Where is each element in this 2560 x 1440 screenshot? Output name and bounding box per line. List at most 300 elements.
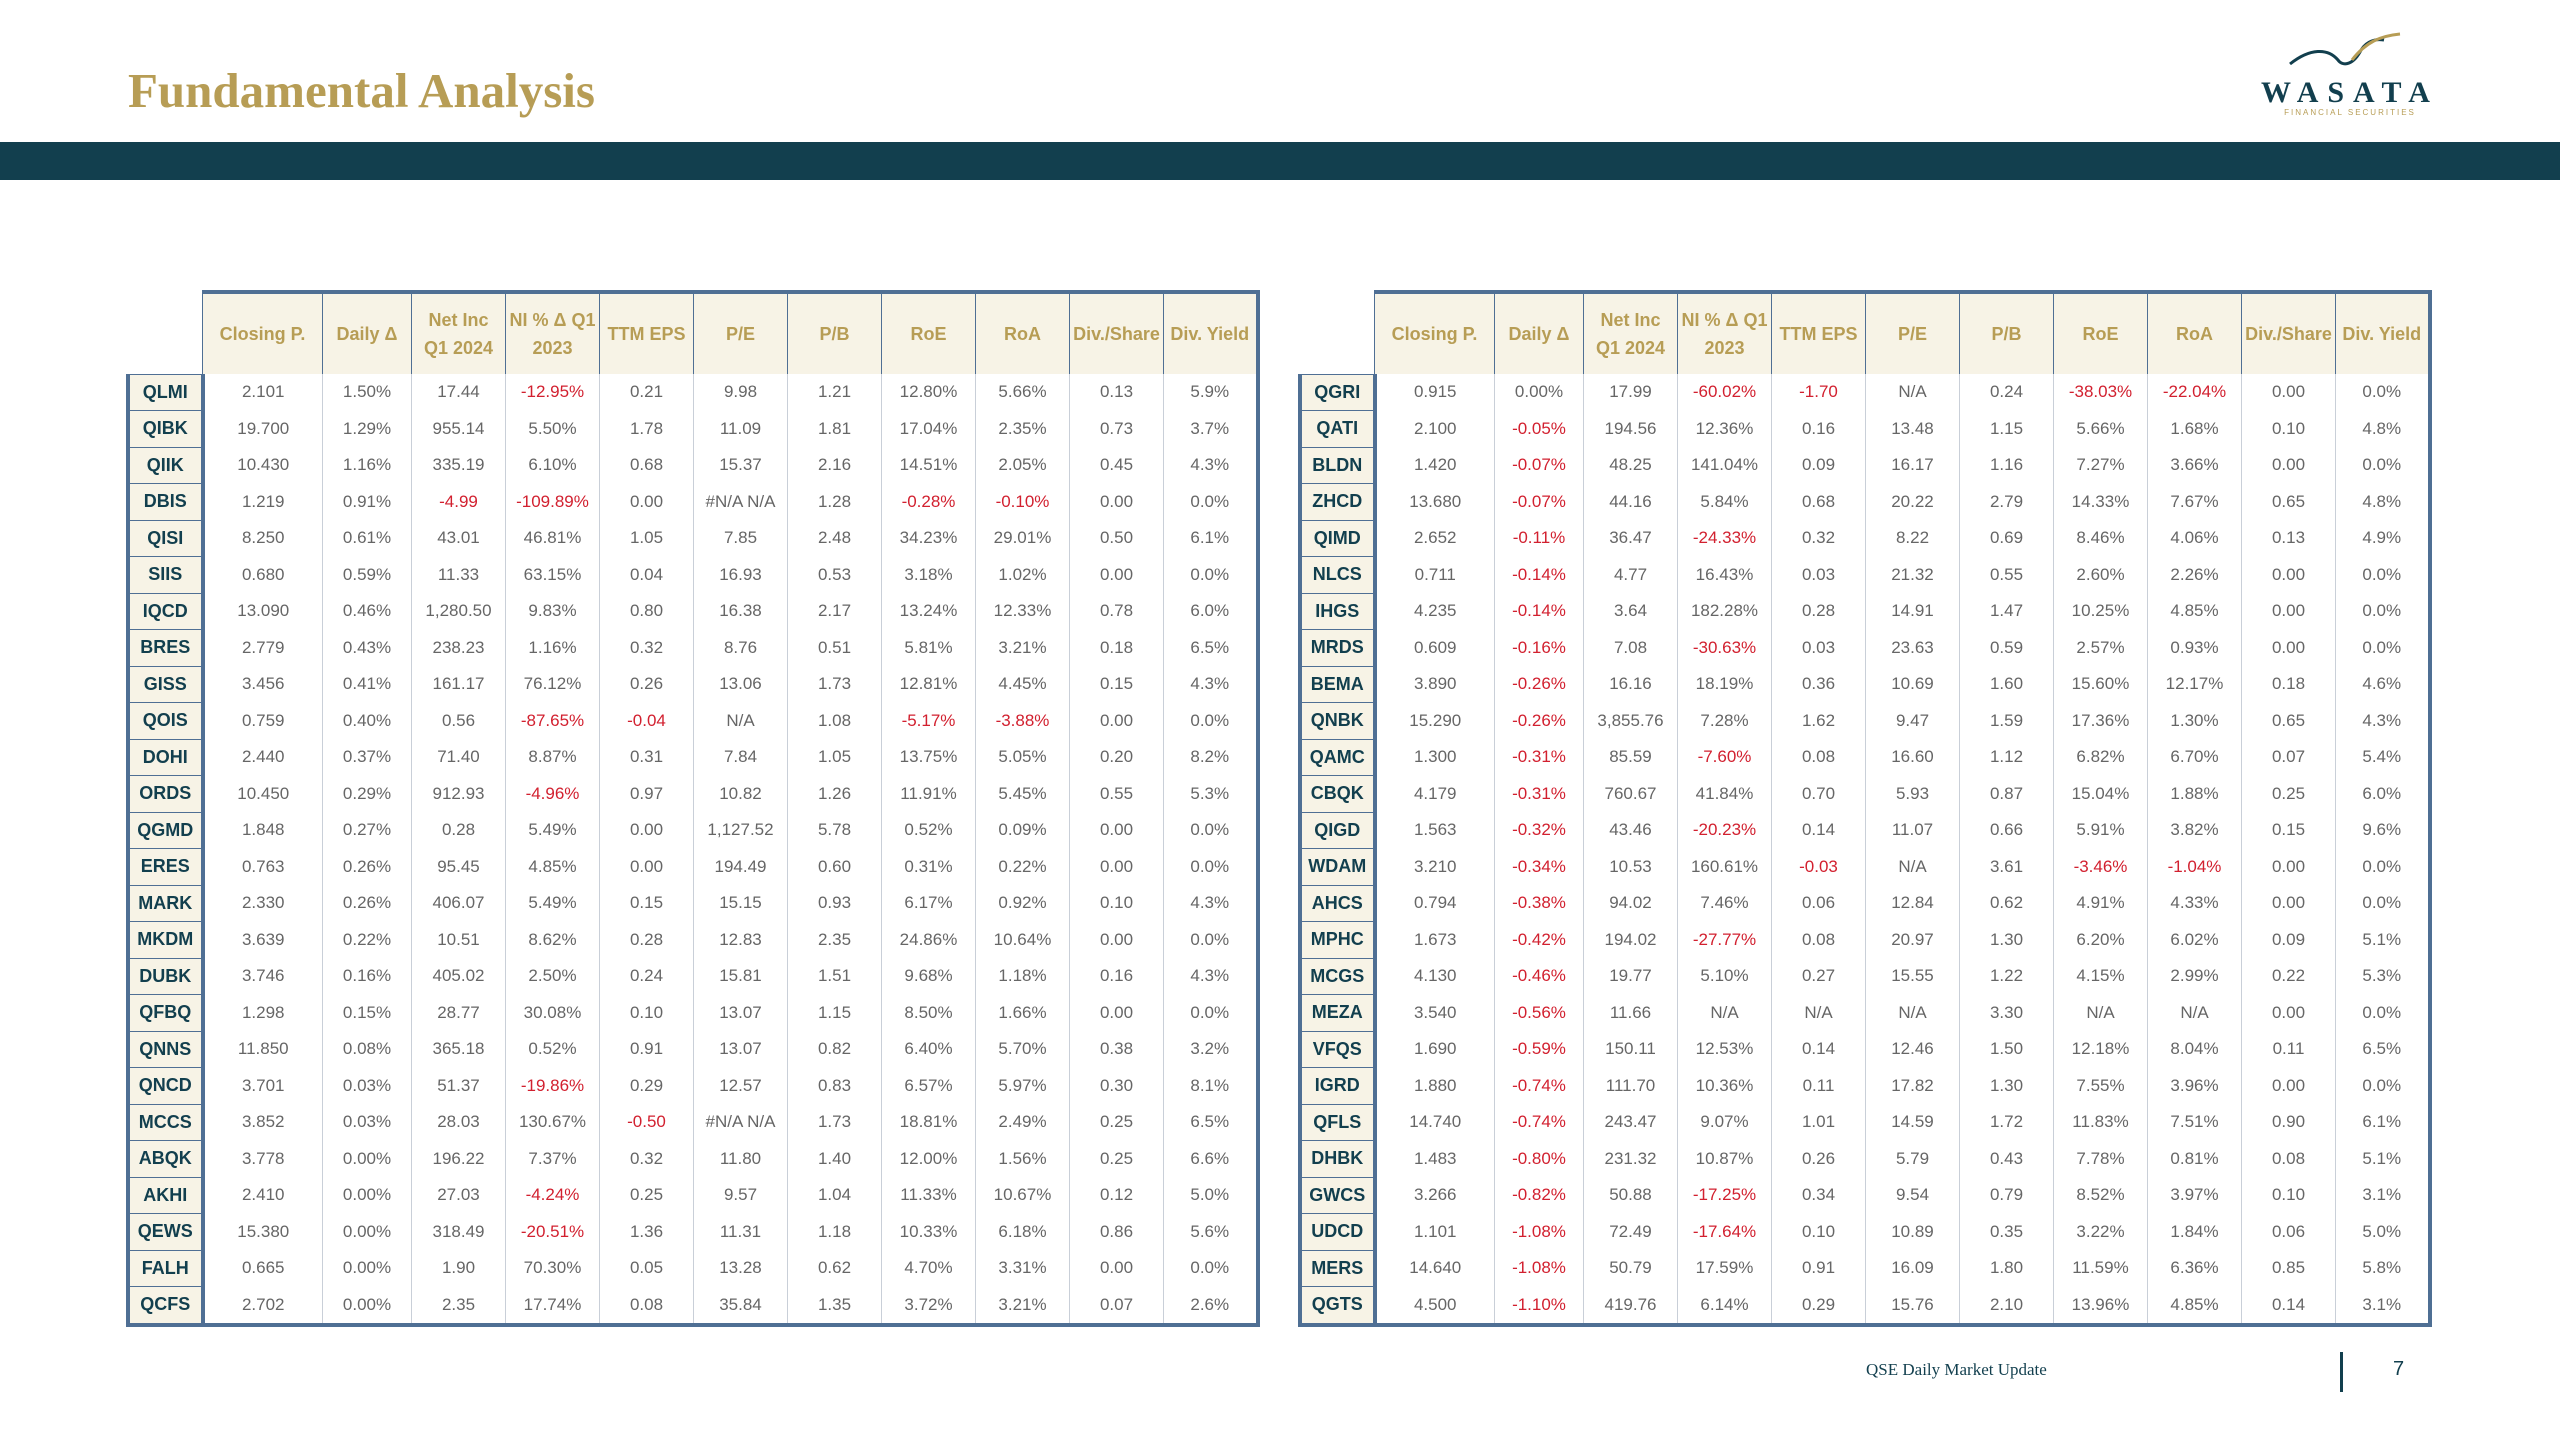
value-cell: #N/A N/A	[694, 484, 788, 521]
value-cell: 10.53	[1584, 849, 1678, 886]
value-cell: -0.42%	[1495, 922, 1584, 959]
value-cell: 0.00	[1070, 703, 1164, 740]
value-cell: 4.130	[1375, 958, 1495, 995]
value-cell: -0.04	[600, 703, 694, 740]
value-cell: 11.66	[1584, 995, 1678, 1032]
column-header: Closing P.	[203, 292, 323, 374]
ticker-cell: QIBK	[128, 411, 203, 448]
value-cell: 0.14	[2242, 1287, 2336, 1325]
value-cell: 4.85%	[2148, 593, 2242, 630]
value-cell: 4.8%	[2336, 411, 2430, 448]
table-row	[1300, 1141, 2430, 1178]
value-cell: 0.93	[788, 885, 882, 922]
value-cell: 0.0%	[2336, 447, 2430, 484]
value-cell: 0.22%	[976, 849, 1070, 886]
value-cell: 0.0%	[2336, 593, 2430, 630]
value-cell: 0.00	[2242, 849, 2336, 886]
ticker-cell: QCFS	[128, 1287, 203, 1325]
value-cell: 194.49	[694, 849, 788, 886]
value-cell: 12.36%	[1678, 411, 1772, 448]
value-cell: 20.97	[1866, 922, 1960, 959]
value-cell: 1.88%	[2148, 776, 2242, 813]
value-cell: 17.99	[1584, 374, 1678, 411]
value-cell: 4.06%	[2148, 520, 2242, 557]
value-cell: 1.21	[788, 374, 882, 411]
value-cell: 0.41%	[323, 666, 412, 703]
table-row	[1300, 666, 2430, 703]
value-cell: 2.48	[788, 520, 882, 557]
value-cell: 3.1%	[2336, 1287, 2430, 1325]
value-cell: 5.50%	[506, 411, 600, 448]
ticker-cell: MEZA	[1300, 995, 1375, 1032]
value-cell: 0.00	[2242, 374, 2336, 411]
value-cell: 1.56%	[976, 1141, 1070, 1178]
value-cell: 3.61	[1960, 849, 2054, 886]
ticker-cell: QGTS	[1300, 1287, 1375, 1325]
value-cell: 50.88	[1584, 1177, 1678, 1214]
value-cell: 12.84	[1866, 885, 1960, 922]
value-cell: 15.55	[1866, 958, 1960, 995]
value-cell: 1.30	[1960, 922, 2054, 959]
value-cell: -22.04%	[2148, 374, 2242, 411]
value-cell: -7.60%	[1678, 739, 1772, 776]
table-row	[1300, 1104, 2430, 1141]
value-cell: 0.13	[1070, 374, 1164, 411]
value-cell: 48.25	[1584, 447, 1678, 484]
table-row	[128, 776, 1258, 813]
value-cell: 0.26%	[323, 849, 412, 886]
value-cell: 41.84%	[1678, 776, 1772, 813]
value-cell: 4.500	[1375, 1287, 1495, 1325]
value-cell: -0.07%	[1495, 484, 1584, 521]
column-header: P/B	[1960, 292, 2054, 374]
logo-swash-icon	[2280, 30, 2420, 74]
table-row	[128, 411, 1258, 448]
ticker-cell: QLMI	[128, 374, 203, 411]
value-cell: 7.27%	[2054, 447, 2148, 484]
value-cell: 0.08	[1772, 922, 1866, 959]
value-cell: 1.300	[1375, 739, 1495, 776]
value-cell: 0.59%	[323, 557, 412, 594]
table-row	[128, 557, 1258, 594]
column-header: Div. Yield	[2336, 292, 2430, 374]
value-cell: 12.18%	[2054, 1031, 2148, 1068]
value-cell: -20.23%	[1678, 812, 1772, 849]
value-cell: 0.40%	[323, 703, 412, 740]
value-cell: 1.18	[788, 1214, 882, 1251]
table-row	[1300, 1250, 2430, 1287]
value-cell: 0.0%	[2336, 630, 2430, 667]
value-cell: 3.639	[203, 922, 323, 959]
value-cell: 0.32	[600, 1141, 694, 1178]
value-cell: 0.00	[2242, 593, 2336, 630]
table-row	[128, 995, 1258, 1032]
value-cell: 0.0%	[2336, 1068, 2430, 1105]
value-cell: 71.40	[412, 739, 506, 776]
value-cell: 0.0%	[1164, 557, 1258, 594]
value-cell: 0.0%	[1164, 812, 1258, 849]
value-cell: 11.07	[1866, 812, 1960, 849]
value-cell: 10.25%	[2054, 593, 2148, 630]
value-cell: 0.15	[600, 885, 694, 922]
value-cell: 150.11	[1584, 1031, 1678, 1068]
value-cell: 4.15%	[2054, 958, 2148, 995]
value-cell: 1.690	[1375, 1031, 1495, 1068]
value-cell: 0.65	[2242, 484, 2336, 521]
value-cell: 23.63	[1866, 630, 1960, 667]
value-cell: 0.09	[1772, 447, 1866, 484]
ticker-cell: MRDS	[1300, 630, 1375, 667]
ticker-cell: IHGS	[1300, 593, 1375, 630]
value-cell: 7.67%	[2148, 484, 2242, 521]
value-cell: 13.680	[1375, 484, 1495, 521]
value-cell: -0.05%	[1495, 411, 1584, 448]
value-cell: 5.49%	[506, 885, 600, 922]
value-cell: 0.763	[203, 849, 323, 886]
value-cell: 12.81%	[882, 666, 976, 703]
table-row	[1300, 922, 2430, 959]
value-cell: 1.72	[1960, 1104, 2054, 1141]
value-cell: 0.16	[1070, 958, 1164, 995]
value-cell: 0.10	[2242, 411, 2336, 448]
value-cell: 0.26	[1772, 1141, 1866, 1178]
value-cell: N/A	[1866, 849, 1960, 886]
value-cell: 5.97%	[976, 1068, 1070, 1105]
value-cell: -60.02%	[1678, 374, 1772, 411]
ticker-cell: GISS	[128, 666, 203, 703]
value-cell: 3.31%	[976, 1250, 1070, 1287]
table-row	[1300, 557, 2430, 594]
value-cell: 50.79	[1584, 1250, 1678, 1287]
value-cell: 0.10	[1070, 885, 1164, 922]
brand-name: WASATA	[2261, 76, 2439, 109]
value-cell: 3.66%	[2148, 447, 2242, 484]
value-cell: 5.79	[1866, 1141, 1960, 1178]
value-cell: 0.25	[1070, 1104, 1164, 1141]
value-cell: 955.14	[412, 411, 506, 448]
value-cell: 9.98	[694, 374, 788, 411]
table-row	[1300, 1031, 2430, 1068]
value-cell: 16.60	[1866, 739, 1960, 776]
value-cell: 30.08%	[506, 995, 600, 1032]
value-cell: 70.30%	[506, 1250, 600, 1287]
value-cell: 4.235	[1375, 593, 1495, 630]
value-cell: 161.17	[412, 666, 506, 703]
value-cell: 1.35	[788, 1287, 882, 1325]
value-cell: 12.83	[694, 922, 788, 959]
value-cell: 5.0%	[1164, 1177, 1258, 1214]
value-cell: 0.00	[600, 484, 694, 521]
value-cell: 5.81%	[882, 630, 976, 667]
ticker-cell: ORDS	[128, 776, 203, 813]
value-cell: 19.77	[1584, 958, 1678, 995]
value-cell: 0.0%	[2336, 995, 2430, 1032]
value-cell: 0.29	[1772, 1287, 1866, 1325]
value-cell: 2.100	[1375, 411, 1495, 448]
value-cell: 12.80%	[882, 374, 976, 411]
value-cell: 24.86%	[882, 922, 976, 959]
value-cell: 15.81	[694, 958, 788, 995]
value-cell: 1.15	[1960, 411, 2054, 448]
value-cell: 12.46	[1866, 1031, 1960, 1068]
value-cell: 1.101	[1375, 1214, 1495, 1251]
ticker-cell: SIIS	[128, 557, 203, 594]
value-cell: 1,280.50	[412, 593, 506, 630]
value-cell: 4.3%	[1164, 666, 1258, 703]
table-row	[128, 666, 1258, 703]
value-cell: -20.51%	[506, 1214, 600, 1251]
value-cell: 130.67%	[506, 1104, 600, 1141]
value-cell: 1.880	[1375, 1068, 1495, 1105]
value-cell: 0.22%	[323, 922, 412, 959]
column-header: Daily Δ	[1495, 292, 1584, 374]
value-cell: 2.49%	[976, 1104, 1070, 1141]
value-cell: 3.890	[1375, 666, 1495, 703]
value-cell: 18.19%	[1678, 666, 1772, 703]
value-cell: 7.37%	[506, 1141, 600, 1178]
value-cell: 13.48	[1866, 411, 1960, 448]
table-row	[128, 812, 1258, 849]
value-cell: 0.28	[412, 812, 506, 849]
value-cell: 13.07	[694, 1031, 788, 1068]
ticker-cell: MCCS	[128, 1104, 203, 1141]
value-cell: 0.60	[788, 849, 882, 886]
value-cell: 0.00	[1070, 922, 1164, 959]
ticker-cell: GWCS	[1300, 1177, 1375, 1214]
value-cell: 0.32	[1772, 520, 1866, 557]
value-cell: 0.28	[600, 922, 694, 959]
ticker-cell: VFQS	[1300, 1031, 1375, 1068]
value-cell: 11.31	[694, 1214, 788, 1251]
value-cell: 4.45%	[976, 666, 1070, 703]
value-cell: 13.06	[694, 666, 788, 703]
value-cell: 0.18	[2242, 666, 2336, 703]
ticker-cell: QAMC	[1300, 739, 1375, 776]
value-cell: 0.43	[1960, 1141, 2054, 1178]
value-cell: 4.3%	[1164, 958, 1258, 995]
value-cell: 17.44	[412, 374, 506, 411]
value-cell: 1.78	[600, 411, 694, 448]
ticker-cell: NLCS	[1300, 557, 1375, 594]
value-cell: 0.00%	[323, 1177, 412, 1214]
value-cell: 5.66%	[976, 374, 1070, 411]
column-header: P/B	[788, 292, 882, 374]
column-header: P/E	[694, 292, 788, 374]
value-cell: 318.49	[412, 1214, 506, 1251]
column-header: RoA	[976, 292, 1070, 374]
page-number: 7	[2393, 1358, 2405, 1380]
value-cell: 15.60%	[2054, 666, 2148, 703]
value-cell: 72.49	[1584, 1214, 1678, 1251]
value-cell: 16.93	[694, 557, 788, 594]
value-cell: 0.68	[1772, 484, 1866, 521]
ticker-cell: DBIS	[128, 484, 203, 521]
value-cell: 3.21%	[976, 630, 1070, 667]
value-cell: 0.09%	[976, 812, 1070, 849]
table-row	[128, 922, 1258, 959]
table-row	[128, 1068, 1258, 1105]
value-cell: 1.18%	[976, 958, 1070, 995]
value-cell: 0.04	[600, 557, 694, 594]
value-cell: 3,855.76	[1584, 703, 1678, 740]
value-cell: -27.77%	[1678, 922, 1772, 959]
value-cell: 231.32	[1584, 1141, 1678, 1178]
value-cell: 3.18%	[882, 557, 976, 594]
value-cell: 8.2%	[1164, 739, 1258, 776]
value-cell: 7.46%	[1678, 885, 1772, 922]
ticker-cell: QNBK	[1300, 703, 1375, 740]
value-cell: -0.16%	[1495, 630, 1584, 667]
value-cell: 0.07	[2242, 739, 2336, 776]
value-cell: 0.00	[600, 812, 694, 849]
value-cell: 34.23%	[882, 520, 976, 557]
value-cell: 0.00%	[323, 1250, 412, 1287]
value-cell: 912.93	[412, 776, 506, 813]
ticker-cell: QGMD	[128, 812, 203, 849]
value-cell: 0.59	[1960, 630, 2054, 667]
value-cell: N/A	[1772, 995, 1866, 1032]
value-cell: 0.25	[1070, 1141, 1164, 1178]
table-row	[128, 593, 1258, 630]
value-cell: -0.26%	[1495, 703, 1584, 740]
value-cell: 5.91%	[2054, 812, 2148, 849]
value-cell: 12.53%	[1678, 1031, 1772, 1068]
value-cell: -30.63%	[1678, 630, 1772, 667]
value-cell: 21.32	[1866, 557, 1960, 594]
value-cell: 194.56	[1584, 411, 1678, 448]
value-cell: 0.38	[1070, 1031, 1164, 1068]
value-cell: 0.82	[788, 1031, 882, 1068]
value-cell: 0.16	[1772, 411, 1866, 448]
value-cell: 17.59%	[1678, 1250, 1772, 1287]
value-cell: 0.29	[600, 1068, 694, 1105]
value-cell: 1.15	[788, 995, 882, 1032]
value-cell: 13.24%	[882, 593, 976, 630]
table-row	[1300, 1177, 2430, 1214]
table-row	[128, 520, 1258, 557]
value-cell: 5.10%	[1678, 958, 1772, 995]
value-cell: 4.33%	[2148, 885, 2242, 922]
value-cell: 6.70%	[2148, 739, 2242, 776]
value-cell: 1.848	[203, 812, 323, 849]
value-cell: 0.52%	[882, 812, 976, 849]
page-title: Fundamental Analysis	[128, 63, 595, 118]
value-cell: 0.06	[2242, 1214, 2336, 1251]
value-cell: 8.87%	[506, 739, 600, 776]
value-cell: -0.34%	[1495, 849, 1584, 886]
value-cell: 406.07	[412, 885, 506, 922]
value-cell: -0.59%	[1495, 1031, 1584, 1068]
value-cell: 1,127.52	[694, 812, 788, 849]
table-row	[128, 630, 1258, 667]
value-cell: 0.25	[600, 1177, 694, 1214]
value-cell: 8.52%	[2054, 1177, 2148, 1214]
value-cell: -1.04%	[2148, 849, 2242, 886]
value-cell: 1.28	[788, 484, 882, 521]
table-row	[128, 1177, 1258, 1214]
value-cell: N/A	[2054, 995, 2148, 1032]
value-cell: 0.07	[1070, 1287, 1164, 1325]
value-cell: -0.28%	[882, 484, 976, 521]
value-cell: 13.96%	[2054, 1287, 2148, 1325]
value-cell: 4.85%	[506, 849, 600, 886]
value-cell: 8.1%	[1164, 1068, 1258, 1105]
value-cell: 1.420	[1375, 447, 1495, 484]
value-cell: 1.60	[1960, 666, 2054, 703]
value-cell: 9.07%	[1678, 1104, 1772, 1141]
table-row	[128, 1141, 1258, 1178]
ticker-cell: WDAM	[1300, 849, 1375, 886]
value-cell: 5.05%	[976, 739, 1070, 776]
value-cell: 0.32	[600, 630, 694, 667]
ticker-cell: QIMD	[1300, 520, 1375, 557]
value-cell: 4.3%	[1164, 885, 1258, 922]
value-cell: -24.33%	[1678, 520, 1772, 557]
value-cell: 6.57%	[882, 1068, 976, 1105]
value-cell: 10.82	[694, 776, 788, 813]
value-cell: 2.60%	[2054, 557, 2148, 594]
ticker-cell: QFLS	[1300, 1104, 1375, 1141]
value-cell: -4.96%	[506, 776, 600, 813]
header-band	[0, 142, 2560, 180]
table-row	[1300, 995, 2430, 1032]
value-cell: 10.69	[1866, 666, 1960, 703]
value-cell: 0.0%	[1164, 484, 1258, 521]
value-cell: -0.11%	[1495, 520, 1584, 557]
value-cell: 1.73	[788, 1104, 882, 1141]
value-cell: 0.00	[2242, 447, 2336, 484]
value-cell: 2.26%	[2148, 557, 2242, 594]
table-row	[128, 739, 1258, 776]
value-cell: 4.179	[1375, 776, 1495, 813]
value-cell: 1.12	[1960, 739, 2054, 776]
value-cell: 15.76	[1866, 1287, 1960, 1325]
value-cell: -0.14%	[1495, 593, 1584, 630]
value-cell: 2.99%	[2148, 958, 2242, 995]
value-cell: -17.25%	[1678, 1177, 1772, 1214]
value-cell: 0.11	[2242, 1031, 2336, 1068]
value-cell: 5.9%	[1164, 374, 1258, 411]
value-cell: 0.15	[2242, 812, 2336, 849]
column-header: Div./Share	[1070, 292, 1164, 374]
value-cell: 1.04	[788, 1177, 882, 1214]
ticker-cell: ABQK	[128, 1141, 203, 1178]
value-cell: 0.16%	[323, 958, 412, 995]
value-cell: 6.36%	[2148, 1250, 2242, 1287]
value-cell: 0.62	[788, 1250, 882, 1287]
value-cell: 760.67	[1584, 776, 1678, 813]
value-cell: 5.1%	[2336, 1141, 2430, 1178]
value-cell: 5.49%	[506, 812, 600, 849]
value-cell: -12.95%	[506, 374, 600, 411]
value-cell: 2.10	[1960, 1287, 2054, 1325]
value-cell: 1.30%	[2148, 703, 2242, 740]
value-cell: -0.32%	[1495, 812, 1584, 849]
value-cell: 16.43%	[1678, 557, 1772, 594]
value-cell: 3.456	[203, 666, 323, 703]
column-header: Closing P.	[1375, 292, 1495, 374]
value-cell: 9.68%	[882, 958, 976, 995]
value-cell: 7.08	[1584, 630, 1678, 667]
table-row	[128, 849, 1258, 886]
value-cell: 0.21	[600, 374, 694, 411]
value-cell: 0.759	[203, 703, 323, 740]
value-cell: 1.16%	[323, 447, 412, 484]
table-row	[128, 1104, 1258, 1141]
brand-logo	[2260, 30, 2440, 140]
value-cell: 11.59%	[2054, 1250, 2148, 1287]
ticker-cell: AHCS	[1300, 885, 1375, 922]
